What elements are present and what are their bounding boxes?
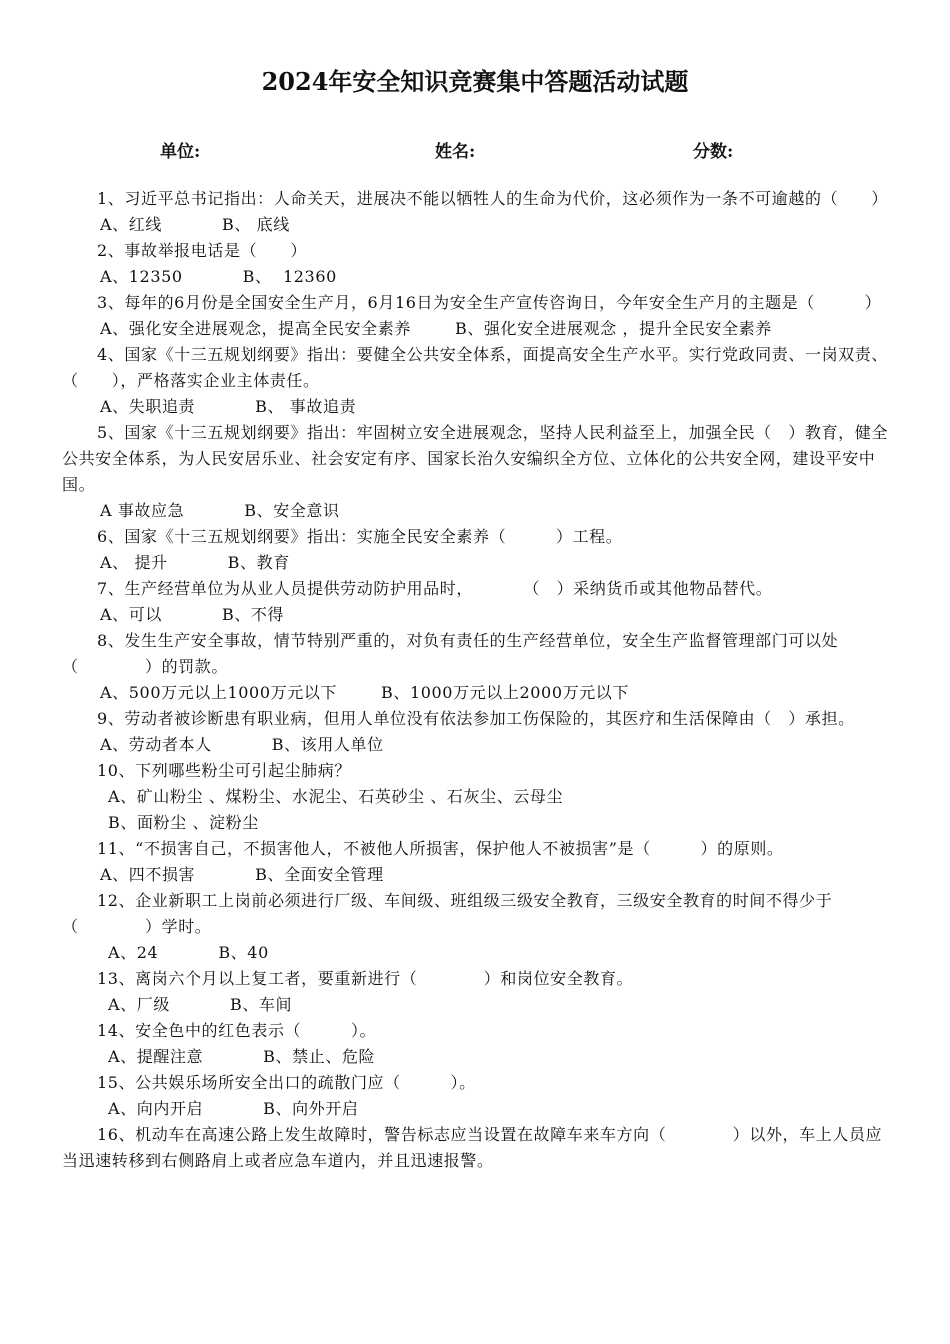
option-a: A、厂级 xyxy=(108,995,170,1014)
question-text: 14、安全色中的红色表示（ ）。 xyxy=(97,1021,377,1040)
option-b: B、1000万元以上2000万元以下 xyxy=(381,683,630,702)
option-row xyxy=(62,862,888,888)
option-a: A、强化安全进展观念，提高全民安全素养 xyxy=(100,319,411,338)
option-row xyxy=(62,212,888,238)
option-b: B、安全意识 xyxy=(244,501,340,520)
question-text: 7、生产经营单位为从业人员提供劳动防护用品时， （ ）采纳货币或其他物品替代。 xyxy=(97,579,773,598)
option-row xyxy=(62,1044,888,1070)
question-text: 2、事故举报电话是（ ） xyxy=(97,241,307,260)
question-item xyxy=(62,1070,888,1122)
option-row xyxy=(62,940,888,966)
question-text: 6、国家《十三五规划纲要》指出：实施全民安全素养（ ）工程。 xyxy=(97,527,623,546)
question-text: 8、发生生产安全事故，情节特别严重的，对负有责任的生产经营单位，安全生产监督管理部门可以处（ ）的罚款。 xyxy=(62,631,839,676)
option-b: B、禁止、危险 xyxy=(263,1047,376,1066)
question-text: 10、下列哪些粉尘可引起尘肺病？ xyxy=(97,761,351,780)
option-a: A、500万元以上1000万元以下 xyxy=(100,683,338,702)
option-b: B、40 xyxy=(218,943,269,962)
option-row xyxy=(62,992,888,1018)
question-text: 9、劳动者被诊断患有职业病，但用人单位没有依法参加工伤保险的，其医疗和生活保障由（ ）承担。 xyxy=(97,709,855,728)
question-text: 1、习近平总书记指出：人命关天，进展决不能以牺牲人的生命为代价，这必须作为一条不可逾越的（ ） xyxy=(97,189,888,208)
option-row xyxy=(62,264,888,290)
option-b: B、 12360 xyxy=(242,267,337,286)
option-b: B、 事故追责 xyxy=(255,397,357,416)
question-text: 12、企业新职工上岗前必须进行厂级、车间级、班组级三级安全教育，三级安全教育的时间不得少于（ ）学时。 xyxy=(62,891,833,936)
option-a: A、提醒注意 xyxy=(108,1047,204,1066)
question-item xyxy=(62,420,888,524)
option-b: B、 底线 xyxy=(221,215,290,234)
option-a: A、失职追责 xyxy=(100,397,196,416)
option-a: A、矿山粉尘 、煤粉尘、水泥尘、石英砂尘 、石灰尘、云母尘 xyxy=(108,787,564,806)
question-item xyxy=(62,758,888,836)
score-label: 分数: xyxy=(693,142,734,162)
option-row xyxy=(62,602,888,628)
question-text: 5、国家《十三五规划纲要》指出：牢固树立安全进展观念，坚持人民利益至上，加强全民（ ）教育，健全公共安全体系，为人民安居乐业、社会安定有序、国家长治久安编织全方位、立体化的公共安全网，建设平安中国。 xyxy=(62,423,888,494)
option-b: B、全面安全管理 xyxy=(255,865,384,884)
option-a: A、12350 xyxy=(100,267,183,286)
option-a: A、24 xyxy=(108,943,159,962)
question-text: 15、公共娱乐场所安全出口的疏散门应（ ）。 xyxy=(97,1073,476,1092)
option-a: A、可以 xyxy=(100,605,162,624)
question-text: 13、离岗六个月以上复工者，要重新进行（ ）和岗位安全教育。 xyxy=(97,969,634,988)
option-row xyxy=(62,316,888,342)
question-item xyxy=(62,1122,888,1174)
question-item xyxy=(62,576,888,628)
option-a: A、向内开启 xyxy=(108,1099,204,1118)
question-item xyxy=(62,836,888,888)
name-label: 姓名: xyxy=(435,142,476,162)
question-item xyxy=(62,1018,888,1070)
question-list xyxy=(62,186,888,1174)
option-a: A、红线 xyxy=(100,215,162,234)
question-item xyxy=(62,966,888,1018)
option-row xyxy=(62,680,888,706)
question-item xyxy=(62,706,888,758)
option-row xyxy=(62,732,888,758)
option-b: B、强化安全进展观念 ，提升全民安全素养 xyxy=(454,319,772,338)
question-text: 16、机动车在高速公路上发生故障时，警告标志应当设置在故障车来车方向（ ）以外，车上人员应当迅速转移到右侧路肩上或者应急车道内，并且迅速报警。 xyxy=(62,1125,883,1170)
option-b: B、向外开启 xyxy=(263,1099,359,1118)
option-row xyxy=(62,394,888,420)
option-row xyxy=(62,498,888,524)
question-item xyxy=(62,628,888,706)
question-item xyxy=(62,888,888,966)
option-b: B、该用人单位 xyxy=(271,735,384,754)
option-a: A 事故应急 xyxy=(100,501,185,520)
option-row xyxy=(62,550,888,576)
option-a: A、四不损害 xyxy=(100,865,196,884)
question-text: 3、每年的6月份是全国安全生产月，6月16日为安全生产宣传咨询日，今年安全生产月的主题是（ ） xyxy=(97,293,882,312)
option-a: A、 提升 xyxy=(100,553,168,572)
question-item xyxy=(62,186,888,238)
option-b: B、面粉尘 、淀粉尘 xyxy=(108,813,259,832)
question-item xyxy=(62,524,888,576)
question-text: 11、“不损害自己，不损害他人，不被他人所损害，保护他人不被损害”是（ ）的原则。 xyxy=(97,839,784,858)
option-b: B、车间 xyxy=(229,995,293,1014)
option-b: B、教育 xyxy=(227,553,290,572)
option-row xyxy=(62,1096,888,1122)
page-title: 2024年安全知识竞赛集中答题活动试题 xyxy=(261,67,689,96)
option-b: B、不得 xyxy=(221,605,285,624)
question-item xyxy=(62,238,888,290)
unit-label: 单位: xyxy=(160,142,201,162)
question-item xyxy=(62,290,888,342)
question-item xyxy=(62,342,888,420)
question-text: 4、国家《十三五规划纲要》指出：要健全公共安全体系，面提高安全生产水平。实行党政同责、一岗双责、（ ），严格落实企业主体责任。 xyxy=(62,345,888,390)
option-a: A、劳动者本人 xyxy=(100,735,212,754)
